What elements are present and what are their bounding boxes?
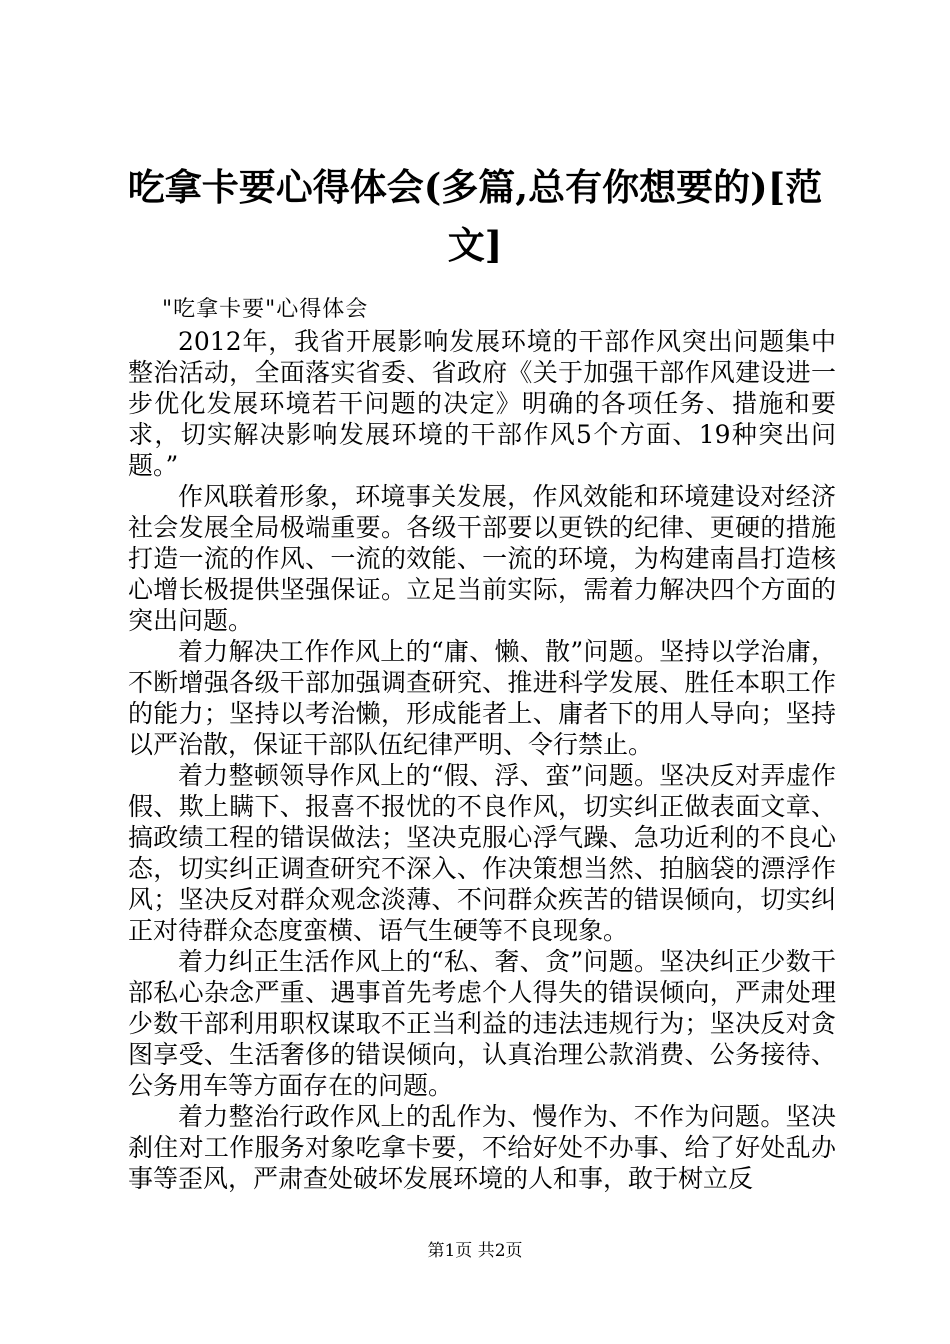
body-paragraph: 2012年，我省开展影响发展环境的干部作风突出问题集中整治活动，全面落实省委、省政府《关于加强干部作风建设进一步优化发展环境若干问题的决定》明确的各项任务、措施和要求，切实解决影响发展环境的干部作风5个方面、19种突出问题。” — [128, 327, 836, 480]
body-paragraph: 作风联着形象，环境事关发展，作风效能和环境建设对经济社会发展全局极端重要。各级干部要以更铁的纪律、更硬的措施打造一流的作风、一流的效能、一流的环境，为构建南昌打造核心增长极提供坚强保证。立足当前实际，需着力解决四个方面的突出问题。 — [128, 482, 836, 635]
body-paragraph: 着力纠正生活作风上的“私、奢、贪”问题。坚决纠正少数干部私心杂念严重、遇事首先考虑个人得失的错误倾向，严肃处理少数干部利用职权谋取不正当利益的违法违规行为；坚决反对贪图享受、生活奢侈的错误倾向，认真治理公款消费、公务接待、公务用车等方面存在的问题。 — [128, 947, 836, 1100]
body-paragraph: 着力整顿领导作风上的“假、浮、蛮”问题。坚决反对弄虚作假、欺上瞒下、报喜不报忧的不良作风，切实纠正做表面文章、搞政绩工程的错误做法；坚决克服心浮气躁、急功近利的不良心态，切实纠正调查研究不深入、作决策想当然、拍脑袋的漂浮作风；坚决反对群众观念淡薄、不问群众疾苦的错误倾向，切实纠正对待群众态度蛮横、语气生硬等不良现象。 — [128, 761, 836, 945]
page-number-footer: 第1页 共2页 — [427, 1241, 523, 1261]
document-subheading: "吃拿卡要"心得体会 — [162, 297, 369, 322]
body-paragraph: 着力整治行政作风上的乱作为、慢作为、不作为问题。坚决刹住对工作服务对象吃拿卡要，不给好处不办事、给了好处乱办事等歪风，严肃查处破坏发展环境的人和事，敢于树立反 — [128, 1102, 836, 1193]
body-paragraph: 着力解决工作作风上的“庸、懒、散”问题。坚持以学治庸，不断增强各级干部加强调查研究、推进科学发展、胜任本职工作的能力；坚持以考治懒，形成能者上、庸者下的用人导向；坚持以严治散，保证干部队伍纪律严明、令行禁止。 — [128, 637, 836, 759]
document-title: 吃拿卡要心得体会(多篇,总有你想要的)[范文] — [127, 165, 823, 267]
document-body — [128, 294, 836, 1194]
